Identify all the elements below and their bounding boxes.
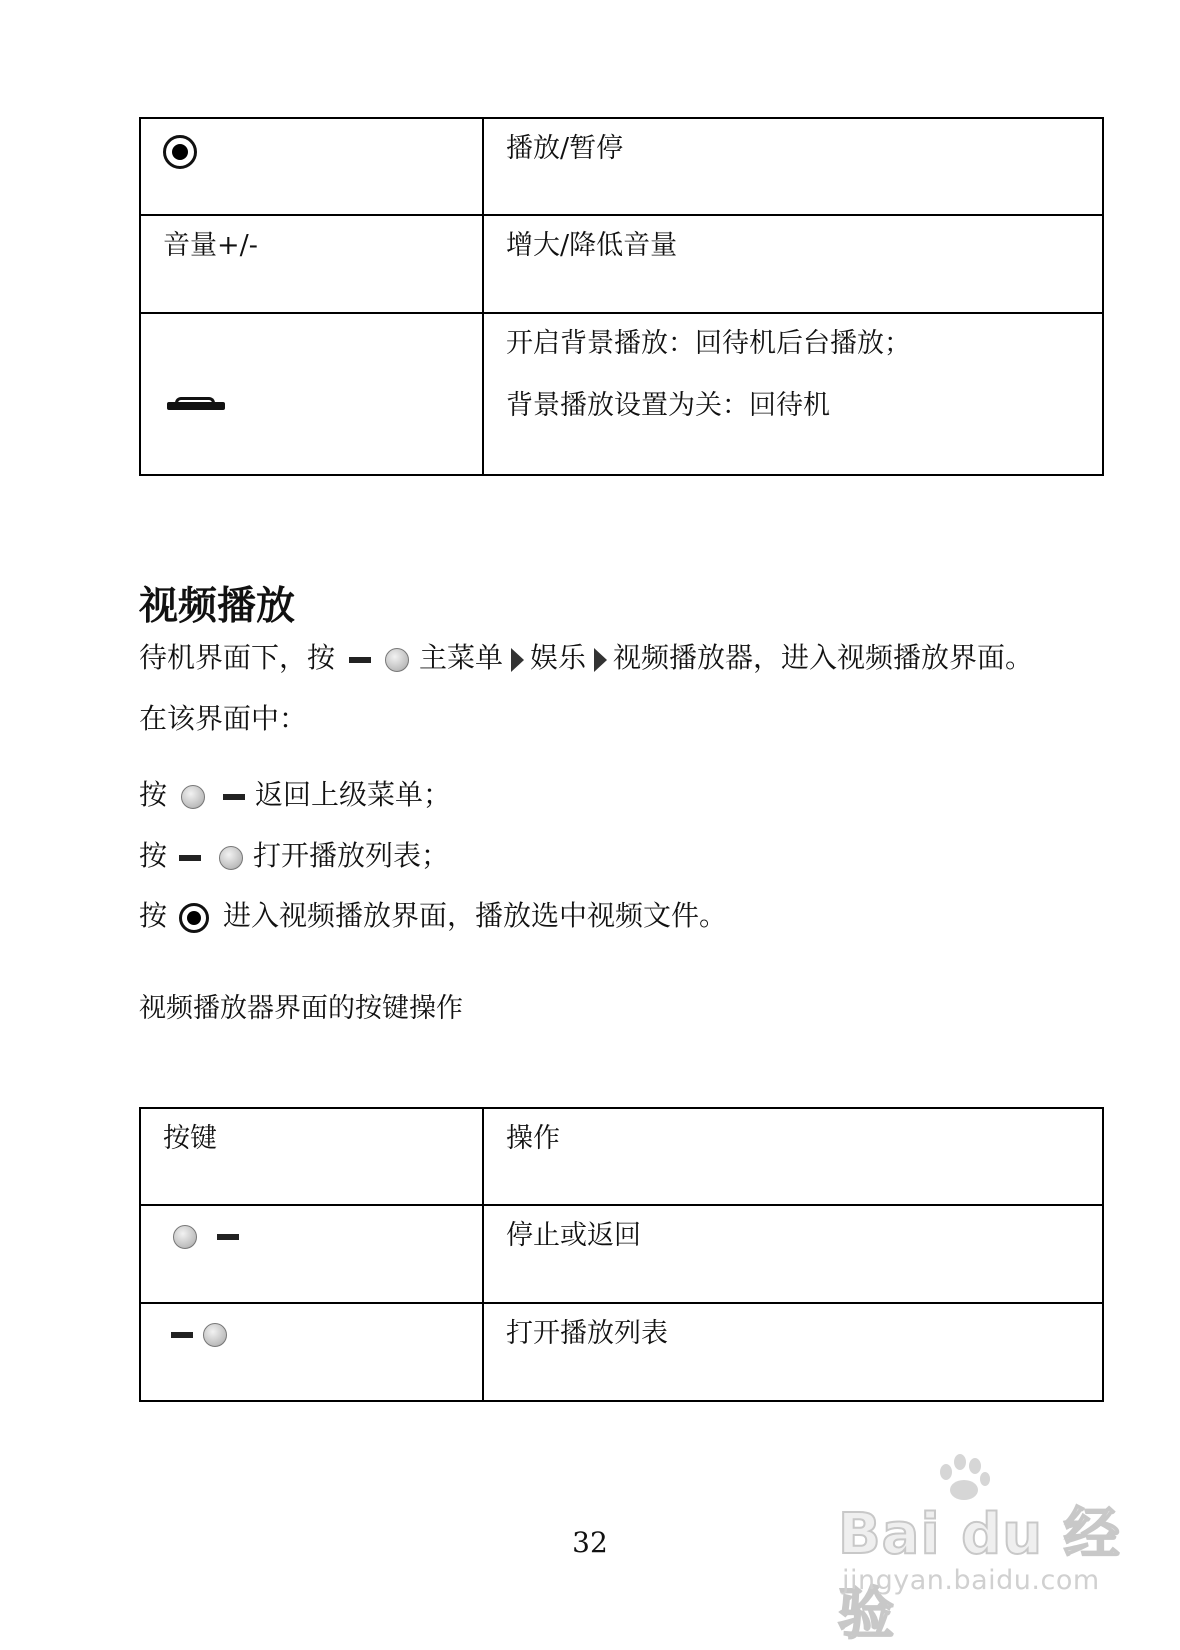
- arrow-right-icon: [594, 648, 607, 672]
- minus-softkey-icon: [171, 1332, 193, 1338]
- action-cell: 增大/降低音量: [483, 215, 1103, 313]
- round-softkey-icon: [173, 1225, 197, 1249]
- ok-center-key-icon: [179, 903, 209, 933]
- instruction-prefix: 按: [139, 839, 168, 872]
- minus-softkey-icon: [223, 794, 245, 800]
- round-softkey-icon: [385, 648, 409, 672]
- instruction-text: 返回上级菜单；: [255, 778, 452, 811]
- round-softkey-icon: [219, 846, 243, 870]
- action-line: 开启背景播放：回待机后台播放；: [506, 328, 911, 359]
- table-row: [140, 313, 1103, 475]
- intro-text: 待机界面下，按: [139, 641, 336, 674]
- action-cell: 停止或返回: [483, 1205, 1103, 1303]
- key-function-table-bottom: [139, 1107, 1104, 1402]
- watermark-brand: Bai du 经验: [838, 1502, 1121, 1647]
- header-action: 操作: [483, 1108, 1103, 1205]
- table-row: [140, 1205, 1103, 1303]
- table-caption: 视频播放器界面的按键操作: [139, 993, 463, 1024]
- table-header-row: [140, 1108, 1103, 1205]
- key-cell: [140, 1303, 483, 1401]
- arrow-right-icon: [511, 648, 524, 672]
- baidu-jingyan-watermark: [838, 1450, 1128, 1647]
- key-cell: [140, 118, 483, 215]
- intro-line-1: [139, 636, 1033, 676]
- instruction-text: 打开播放列表；: [253, 839, 450, 872]
- ok-center-key-icon: [163, 135, 197, 169]
- minus-softkey-icon: [349, 657, 371, 663]
- key-cell: [140, 313, 483, 475]
- table-row: [140, 215, 1103, 313]
- end-call-key-icon: [167, 397, 225, 411]
- menu-path-entertainment: 娱乐: [530, 641, 587, 674]
- round-softkey-icon: [181, 785, 205, 809]
- header-key: 按键: [140, 1108, 483, 1205]
- instruction-playlist: [139, 834, 449, 874]
- instruction-prefix: 按: [139, 899, 168, 932]
- page-number: 32: [572, 1526, 608, 1559]
- key-cell: 音量+/-: [140, 215, 483, 313]
- table-row: [140, 118, 1103, 215]
- instruction-back: [139, 773, 451, 813]
- round-softkey-icon: [203, 1323, 227, 1347]
- menu-path-main: 主菜单: [419, 641, 504, 674]
- action-cell: 打开播放列表: [483, 1303, 1103, 1401]
- menu-path-video-player: 视频播放器，进入视频播放界面。: [613, 641, 1034, 674]
- key-function-table-top: [139, 117, 1104, 476]
- action-line: 背景播放设置为关：回待机: [506, 390, 830, 421]
- action-cell: 播放/暂停: [483, 118, 1103, 215]
- instruction-play: [139, 894, 727, 934]
- minus-softkey-icon: [179, 855, 201, 861]
- section-title: 视频播放: [139, 584, 296, 629]
- minus-softkey-icon: [217, 1234, 239, 1240]
- key-cell: [140, 1205, 483, 1303]
- action-cell: [483, 313, 1103, 475]
- instruction-prefix: 按: [139, 778, 168, 811]
- intro-line-2: 在该界面中：: [139, 702, 308, 735]
- instruction-text: 进入视频播放界面，播放选中视频文件。: [223, 899, 728, 932]
- watermark-url: jingyan.baidu.com: [842, 1565, 1100, 1596]
- table-row: [140, 1303, 1103, 1401]
